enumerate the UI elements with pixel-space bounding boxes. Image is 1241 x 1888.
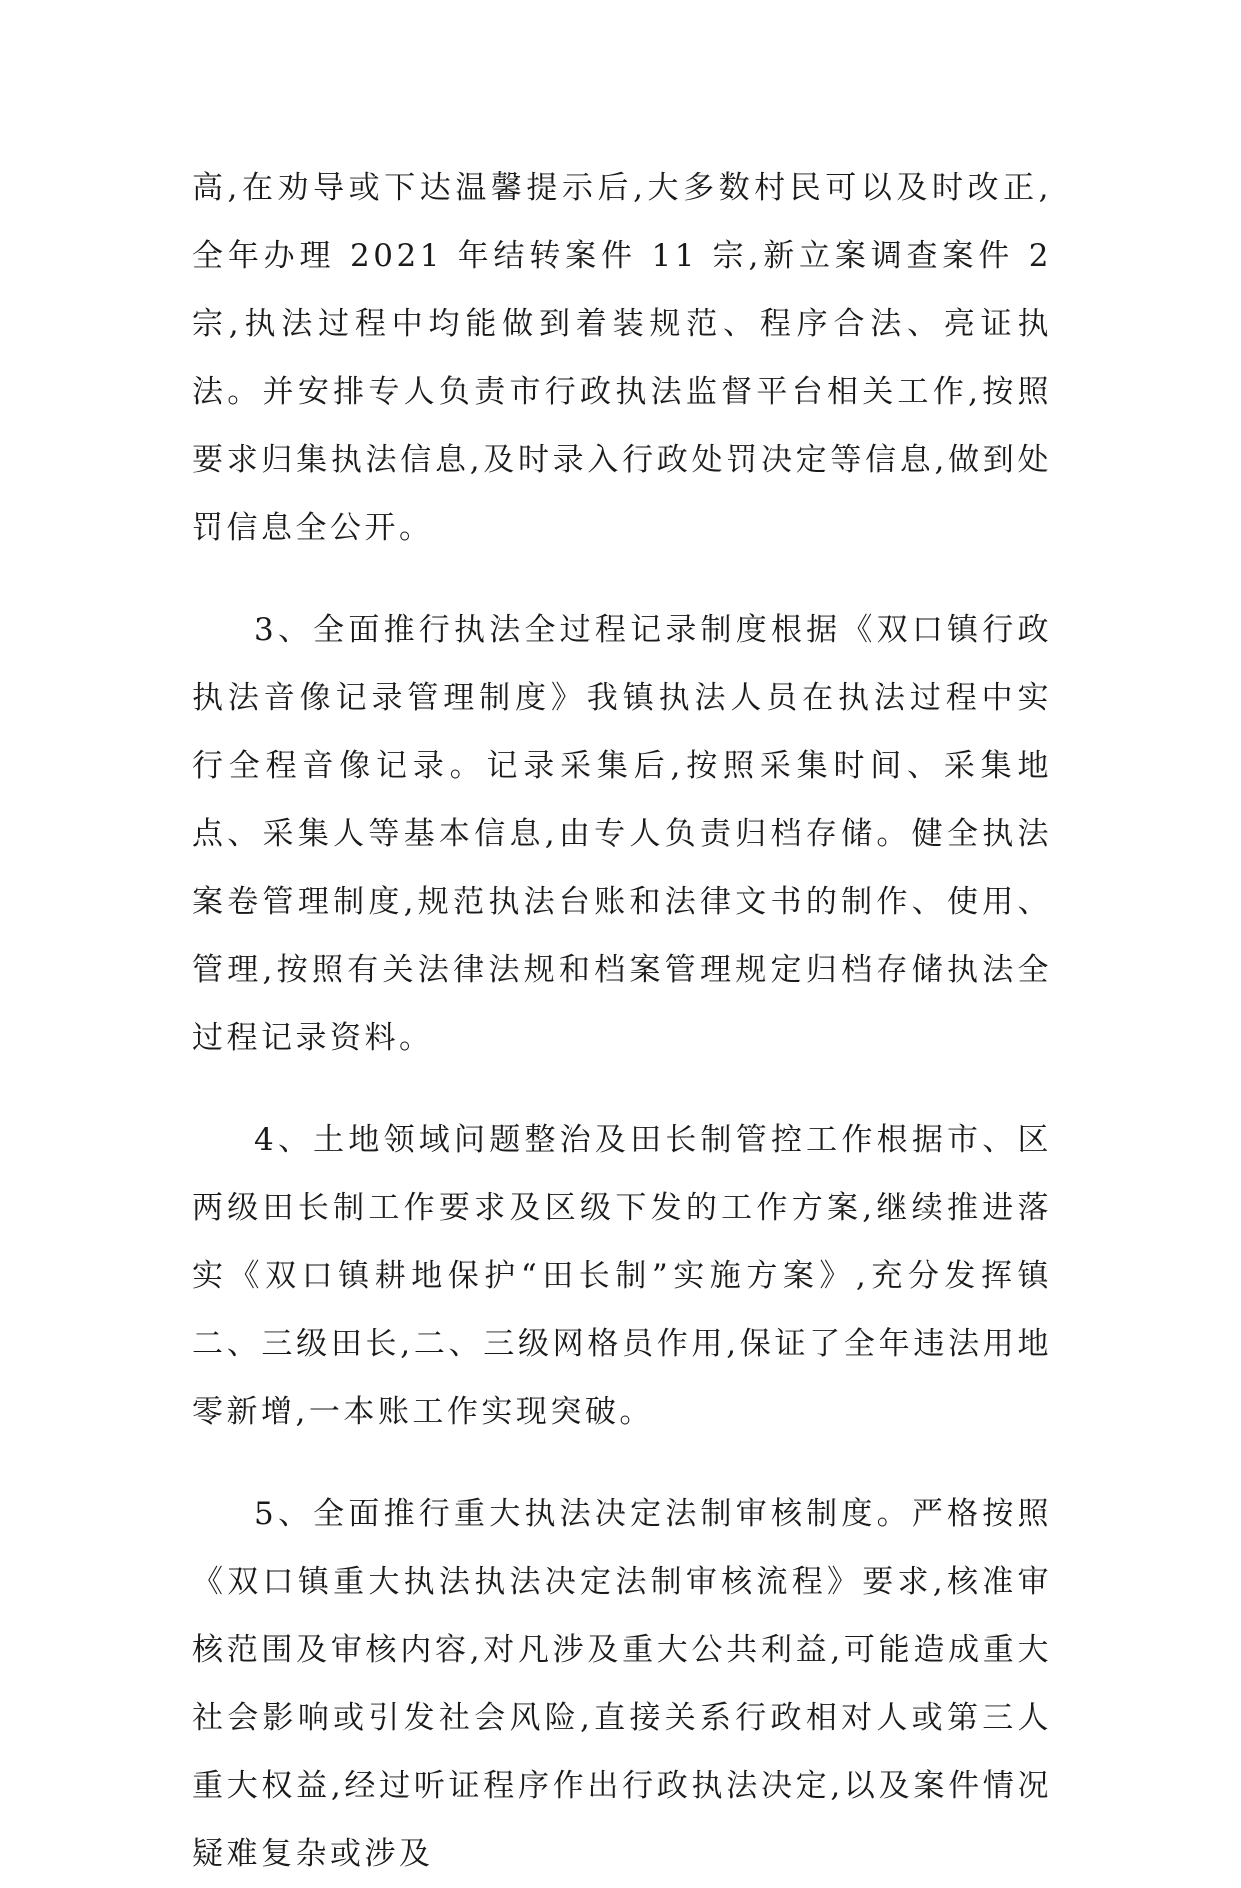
paragraph-continued: 高,在劝导或下达温馨提示后,大多数村民可以及时改正,全年办理 2021 年结转案件 11 宗,新立案调查案件 2 宗,执法过程中均能做到着装规范、程序合法、亮证执法。并安排专人负责市行政执法监督平台相关工作,按照要求归集执法信息,及时录入行政处罚决定等信息,做到处罚信息全公开。 — [192, 170, 1052, 546]
document-body — [192, 154, 1052, 1888]
paragraph-item-3: 3、全面推行执法全过程记录制度根据《双口镇行政执法音像记录管理制度》我镇执法人员在执法过程中实行全程音像记录。记录采集后,按照采集时间、采集地点、采集人等基本信息,由专人负责归档存储。健全执法案卷管理制度,规范执法台账和法律文书的制作、使用、管理,按照有关法律法规和档案管理规定归档存储执法全过程记录资料。 — [192, 612, 1052, 1056]
paragraph-item-4: 4、土地领域问题整治及田长制管控工作根据市、区两级田长制工作要求及区级下发的工作方案,继续推进落实《双口镇耕地保护“田长制”实施方案》,充分发挥镇二、三级田长,二、三级网格员作用,保证了全年违法用地零新增,一本账工作实现突破。 — [192, 1122, 1052, 1430]
paragraph-item-5: 5、全面推行重大执法决定法制审核制度。严格按照《双口镇重大执法执法决定法制审核流程》要求,核准审核范围及审核内容,对凡涉及重大公共利益,可能造成重大社会影响或引发社会风险,直接关系行政相对人或第三人重大权益,经过听证程序作出行政执法决定,以及案件情况疑难复杂或涉及 — [192, 1496, 1052, 1872]
